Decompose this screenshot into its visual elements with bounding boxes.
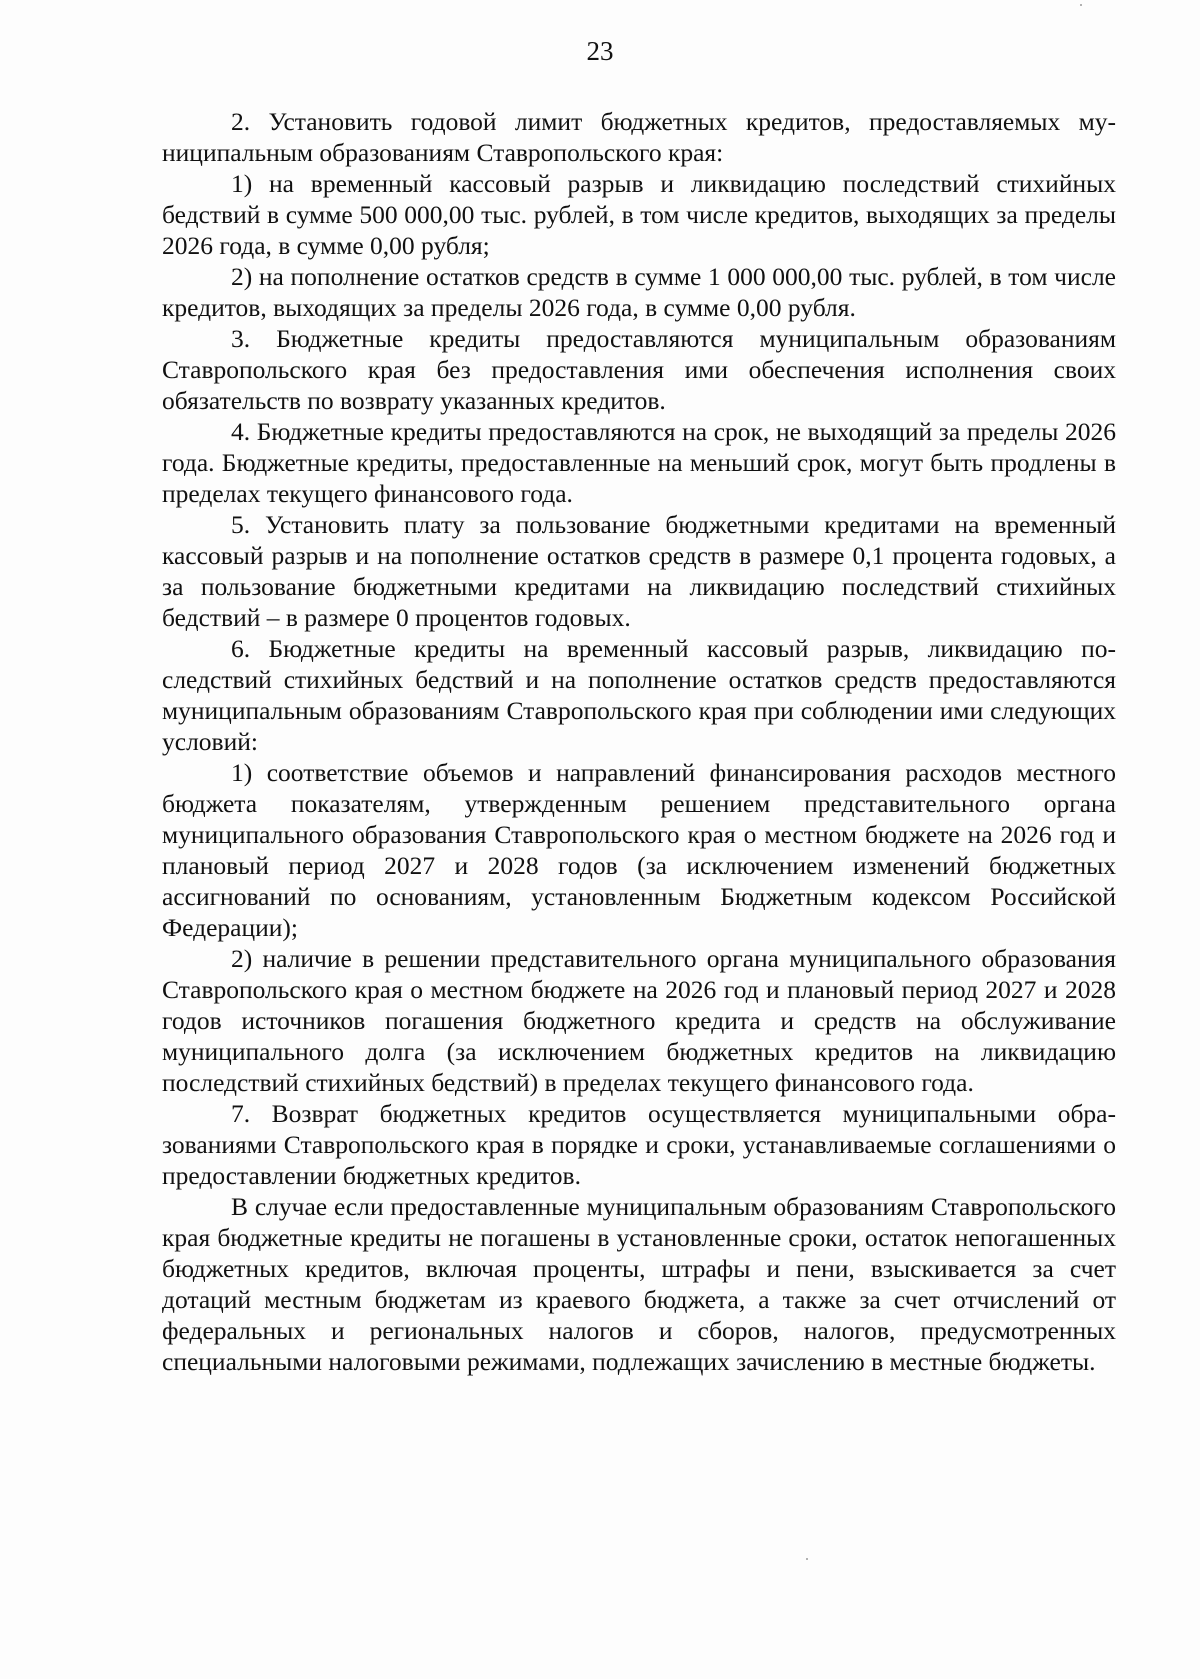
paragraph-2: 2. Установить годовой лимит бюджетных кредитов, предоставляемых муниципальным образованиям Ставропольского края: xyxy=(162,107,1116,167)
paragraph-2-item-1: 1) на временный кассовый разрыв и ликвидацию последствий стихийных бедствий в сумме 500 000,00 тыс. рублей, в том числе кредитов, выходящих за пределы 2026 года, в сумме 0,00 рубля; xyxy=(162,169,1116,260)
paragraph-6-item-1: 1) соответствие объемов и направлений финансирования расходов местного бюджета показателям, утвержденным решением представительного органа муниципального образования Ставропольского края о местном бюджете на 2026 год и плановый период 2027 и 2028 годов (за исключением изменений бюджетных ассигнований по основаниям, установленным Бюджетным кодексом Российской Федерации); xyxy=(162,758,1116,942)
page-number: 23 xyxy=(586,36,614,66)
paragraph-7: 7. Возврат бюджетных кредитов осуществляется муниципальными образованиями Ставропольского края в порядке и сроки, устанавливаемые соглашениями о предоставлении бюджетных кредитов. xyxy=(162,1099,1116,1190)
document-body xyxy=(162,106,1116,1377)
scan-speck xyxy=(806,1558,808,1560)
paragraph-6: 6. Бюджетные кредиты на временный кассовый разрыв, ликвидацию последствий стихийных бедствий и на пополнение остатков средств предоставляются муниципальным образованиям Ставропольского края при соблюдении ими следующих условий: xyxy=(162,634,1116,756)
paragraph-3: 3. Бюджетные кредиты предоставляются муниципальным образованиям Ставропольского края без предоставления ими обеспечения исполнения своих обязательств по возврату указанных кредитов. xyxy=(162,324,1116,415)
paragraph-7-continuation: В случае если предоставленные муниципальным образованиям Ставропольского края бюджетные кредиты не погашены в установленные сроки, остаток непогашенных бюджетных кредитов, включая проценты, штрафы и пени, взыскивается за счет дотаций местным бюджетам из краевого бюджета, а также за счет отчислений от федеральных и региональных налогов и сборов, налогов, предусмотренных специальными налоговыми режимами, подлежащих зачислению в местные бюджеты. xyxy=(162,1192,1116,1376)
paragraph-5: 5. Установить плату за пользование бюджетными кредитами на временный кассовый разрыв и на пополнение остатков средств в размере 0,1 процента годовых, а за пользование бюджетными кредитами на ликвидацию последствий стихийных бедствий – в размере 0 процентов годовых. xyxy=(162,510,1116,632)
scan-speck xyxy=(1080,4,1082,6)
paragraph-4: 4. Бюджетные кредиты предоставляются на срок, не выходящий за пределы 2026 года. Бюджетные кредиты, предоставленные на меньший срок, могут быть продлены в пределах текущего финансового года. xyxy=(162,417,1116,508)
paragraph-6-item-2: 2) наличие в решении представительного органа муниципального образования Ставропольского края о местном бюджете на 2026 год и плановый период 2027 и 2028 годов источников погашения бюджетного кредита и средств на обслуживание муниципального долга (за исключением бюджетных кредитов на ликвидацию последствий стихийных бедствий) в пределах текущего финансового года. xyxy=(162,944,1116,1097)
paragraph-2-item-2: 2) на пополнение остатков средств в сумме 1 000 000,00 тыс. рублей, в том числе кредитов, выходящих за пределы 2026 года, в сумме 0,00 рубля. xyxy=(162,262,1116,322)
